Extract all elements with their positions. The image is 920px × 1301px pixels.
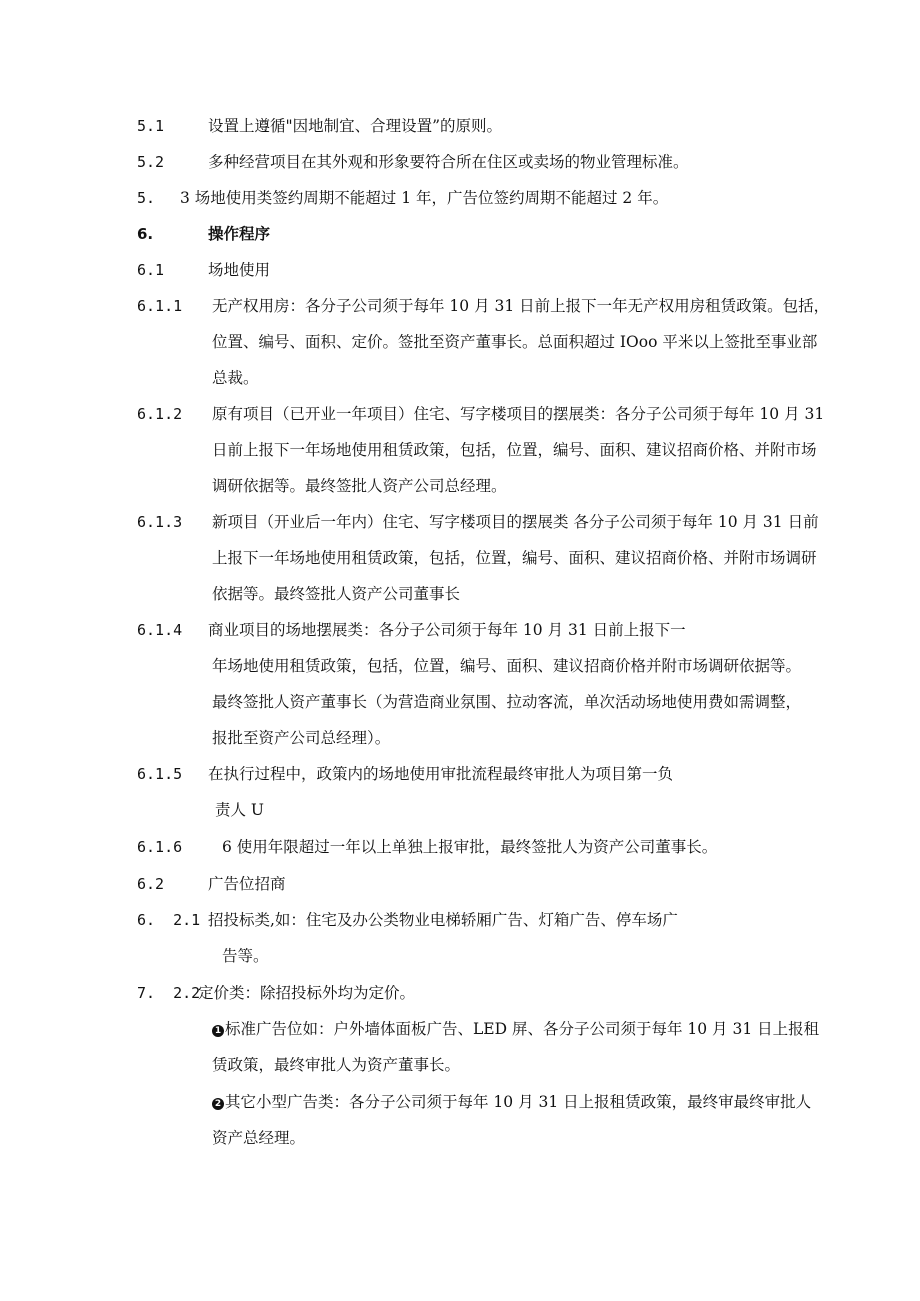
- clause-number-6-1-3: 6.1.3: [137, 513, 183, 531]
- clause-text-6-1-2-cont: 日前上报下一年场地使用租赁政策，包括，位置，编号、面积、建议招商价格、并附市场: [212, 441, 817, 459]
- clause-number-6-2: 6.2: [137, 875, 165, 893]
- section-number-6: 6.: [137, 225, 154, 243]
- clause-text-6-1-6: 6 使用年限超过一年以上单独上报审批，最终签批人为资产公司董事长。: [222, 838, 718, 856]
- bullet-item-2-cont: 资产总经理。: [212, 1129, 306, 1147]
- clause-text-6-1-1: 无产权用房：各分子公司须于每年 10 月 31 日前上报下一年无产权用房租赁政策。包括，: [212, 297, 830, 315]
- bullet-item-2: [212, 1092, 811, 1112]
- clause-number-6-1-6: 6.1.6: [137, 838, 183, 856]
- clause-text-5-2: 多种经营项目在其外观和形象要符合所在住区或卖场的物业管理标准。: [208, 153, 689, 171]
- clause-text-6-1-4: 商业项目的场地摆展类：各分子公司须于每年 10 月 31 日前上报下一: [208, 621, 686, 639]
- bullet-item-2-text: 其它小型广告类：各分子公司须于每年 10 月 31 日上报租赁政策，最终审最终审批人: [225, 1093, 812, 1111]
- clause-text-6-1-1-cont: 位置、编号、面积、定价。签批至资产董事长。总面积超过 IOoo 平米以上签批至事业部: [212, 333, 818, 351]
- clause-text-5-1: 设置上遵循"因地制宜、合理设置”的原则。: [208, 117, 503, 135]
- clause-text-5-3: 3 场地使用类签约周期不能超过 1 年，广告位签约周期不能超过 2 年。: [180, 189, 669, 207]
- clause-number-5-3: 5.: [137, 189, 156, 207]
- clause-text-6-1-4-cont: 最终签批人资产董事长（为营造商业氛围、拉动客流，单次活动场地使用费如需调整，: [212, 693, 802, 711]
- clause-number-6-1-4: 6.1.4: [137, 621, 183, 639]
- bullet-item-1-cont: 赁政策，最终审批人为资产董事长。: [212, 1056, 461, 1074]
- clause-number-6-1-1: 6.1.1: [137, 297, 183, 315]
- bullet-item-1: [212, 1019, 819, 1039]
- clause-number-5-1: 5.1: [137, 117, 165, 135]
- clause-text-6-1-1-cont: 总裁。: [212, 369, 259, 387]
- clause-number-6-1-5: 6.1.5: [137, 765, 183, 783]
- numbered-bullet-2-icon: 2: [212, 1098, 224, 1110]
- clause-text-6-1: 场地使用: [208, 261, 271, 279]
- clause-text-6-1-4-cont: 报批至资产公司总经理）。: [212, 729, 391, 747]
- clause-text-6-2: 广告位招商: [208, 875, 286, 893]
- clause-text-6-1-3-cont: 依据等。最终签批人资产公司董事长: [212, 585, 461, 603]
- clause-text-6-2-1-cont: 告等。: [222, 947, 269, 965]
- clause-number-5-2: 5.2: [137, 153, 165, 171]
- clause-text-6-1-3: 新项目（开业后一年内）住宅、写字楼项目的摆展类 各分子公司须于每年 10 月 31 日前: [212, 513, 819, 531]
- clause-number-6-1: 6.1: [137, 261, 165, 279]
- clause-text-6-1-4-cont: 年场地使用租赁政策，包括，位置，编号、面积、建议招商价格并附市场调研依据等。: [212, 657, 802, 675]
- section-heading-6: 操作程序: [208, 225, 271, 243]
- clause-text-6-1-5: 在执行过程中，政策内的场地使用审批流程最终审批人为项目第一负: [208, 765, 674, 783]
- clause-text-7-2-2: 定价类：除招投标外均为定价。: [198, 984, 416, 1002]
- clause-text-6-1-2: 原有项目（已开业一年项目）住宅、写字楼项目的摆展类：各分子公司须于每年 10 月 31: [212, 405, 825, 423]
- clause-number-6-2-1: 6. 2.1: [137, 911, 201, 929]
- clause-text-6-1-3-cont: 上报下一年场地使用租赁政策，包括，位置，编号、面积、建议招商价格、并附市场调研: [212, 549, 817, 567]
- clause-text-6-1-2-cont: 调研依据等。最终签批人资产公司总经理。: [212, 477, 507, 495]
- clause-number-7-2-2: 7. 2.2: [137, 984, 201, 1002]
- numbered-bullet-1-icon: 1: [212, 1025, 224, 1037]
- clause-text-6-1-5-cont: 责人 U: [215, 801, 264, 819]
- clause-text-6-2-1: 招投标类,如：住宅及办公类物业电梯轿厢广告、灯箱广告、停车场广: [208, 911, 678, 929]
- bullet-item-1-text: 标准广告位如：户外墙体面板广告、LED 屏、各分子公司须于每年 10 月 31 日上报租: [225, 1020, 820, 1038]
- clause-number-6-1-2: 6.1.2: [137, 405, 183, 423]
